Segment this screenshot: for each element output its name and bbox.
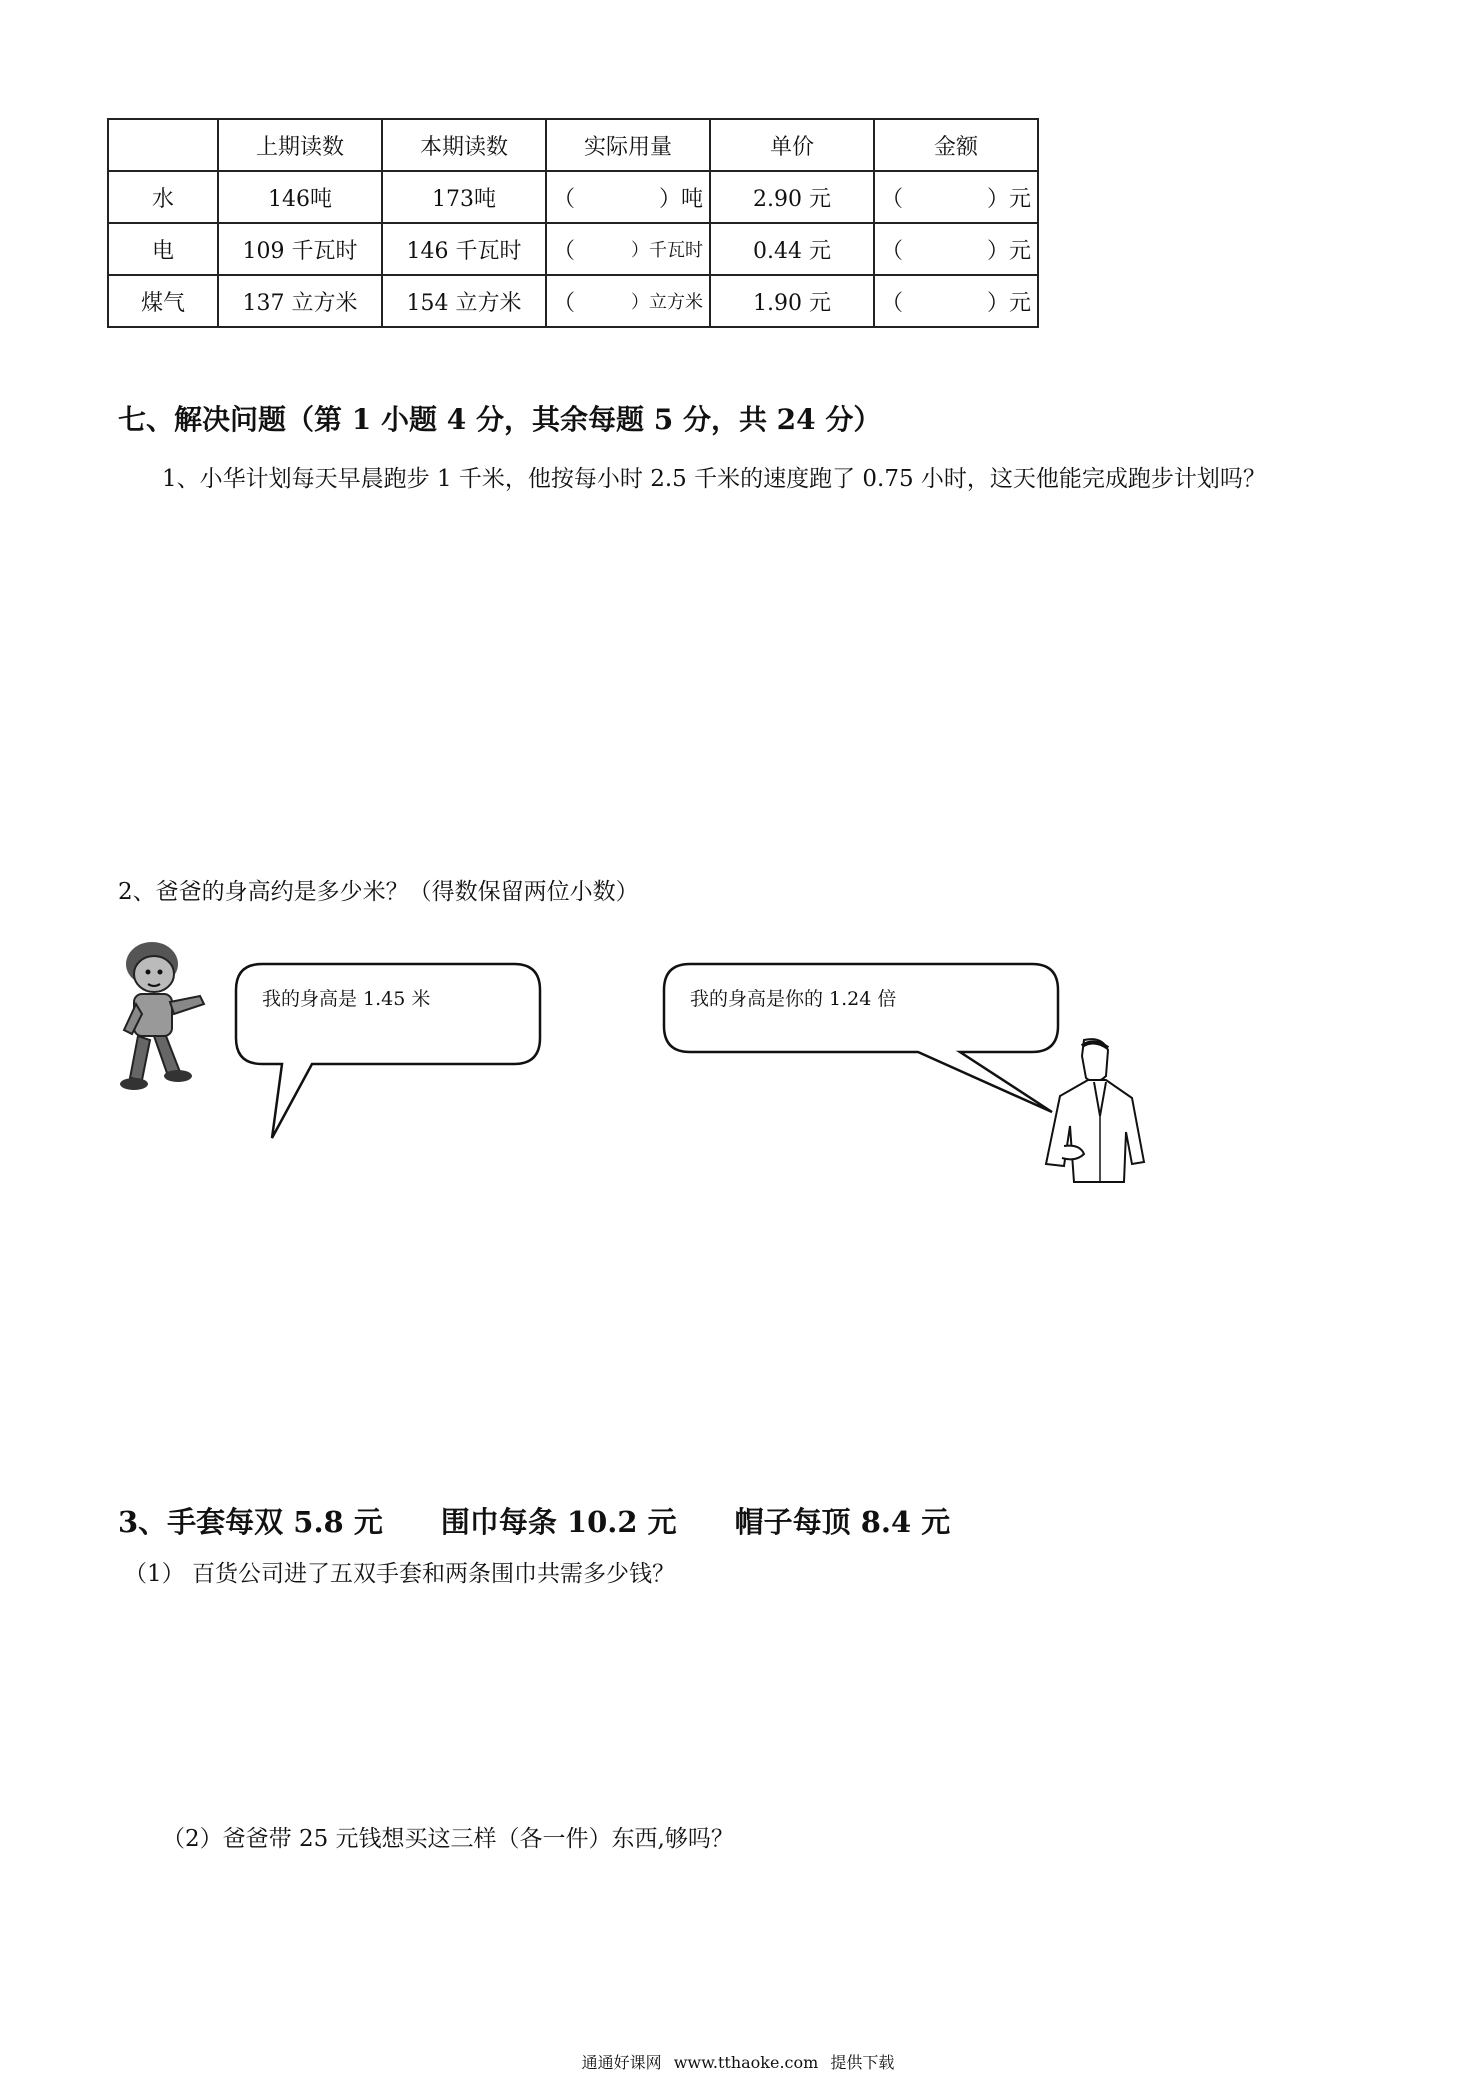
footer-url[interactable]: www.tthaoke.com <box>673 2053 819 2072</box>
amount-blank-cell <box>874 275 1038 327</box>
header-cell: 金额 <box>874 119 1038 171</box>
header-cell: 上期读数 <box>218 119 382 171</box>
item-cell: 水 <box>108 171 218 223</box>
item-cell: 煤气 <box>108 275 218 327</box>
usage-blank-cell <box>546 223 710 275</box>
previous-reading-cell: 146吨 <box>218 171 382 223</box>
blank-open: （ <box>553 238 576 264</box>
blank-open: （ <box>881 290 904 316</box>
question-3-part-1: （1） 百货公司进了五双手套和两条围巾共需多少钱？ <box>124 1561 675 1587</box>
bubble-child-text: 我的身高是 1.45 米 <box>262 988 431 1010</box>
price-cell: 0.44 元 <box>710 223 874 275</box>
q3-hat: 帽子每顶 8.4 元 <box>734 1505 951 1539</box>
q3-scarf: 围巾每条 10.2 元 <box>440 1505 677 1539</box>
usage-blank-cell <box>546 171 710 223</box>
question-2: 2、爸爸的身高约是多少米？（得数保留两位小数） <box>118 879 639 905</box>
previous-reading-cell: 109 千瓦时 <box>218 223 382 275</box>
section-title: 七、解决问题（第 1 小题 4 分，其余每题 5 分，共 24 分） <box>118 403 882 436</box>
blank-unit: ）元 <box>986 290 1031 316</box>
current-reading-cell: 173吨 <box>382 171 546 223</box>
bubble-father-text: 我的身高是你的 1.24 倍 <box>690 988 897 1010</box>
utility-usage-table <box>107 118 1039 328</box>
header-cell: 实际用量 <box>546 119 710 171</box>
table-row <box>108 171 1038 223</box>
header-cell <box>108 119 218 171</box>
q3-gloves: 3、手套每双 5.8 元 <box>118 1505 383 1539</box>
usage-blank-cell <box>546 275 710 327</box>
question-1: 1、小华计划每天早晨跑步 1 千米，他按每小时 2.5 千米的速度跑了 0.75 小时，这天他能完成跑步计划吗？ <box>162 466 1266 492</box>
blank-open: （ <box>881 238 904 264</box>
blank-unit: ）元 <box>986 186 1031 212</box>
amount-blank-cell <box>874 223 1038 275</box>
blank-open: （ <box>881 186 904 212</box>
table-row <box>108 275 1038 327</box>
question-3-part-2: （2）爸爸带 25 元钱想买这三样（各一件）东西,够吗？ <box>162 1826 734 1852</box>
price-cell: 2.90 元 <box>710 171 874 223</box>
blank-unit: ）吨 <box>658 186 703 212</box>
father-figure-icon <box>1040 1036 1150 1186</box>
blank-unit: ）元 <box>986 238 1031 264</box>
question-3-title <box>118 1500 1008 1541</box>
blank-unit: ）千瓦时 <box>631 240 703 261</box>
footer-site-name: 通通好课网 <box>581 2053 662 2072</box>
current-reading-cell: 146 千瓦时 <box>382 223 546 275</box>
blank-unit: ）立方米 <box>631 292 703 313</box>
footer-suffix: 提供下载 <box>830 2053 895 2072</box>
item-cell: 电 <box>108 223 218 275</box>
amount-blank-cell <box>874 171 1038 223</box>
price-cell: 1.90 元 <box>710 275 874 327</box>
header-cell: 本期读数 <box>382 119 546 171</box>
footer <box>0 2050 1476 2073</box>
child-figure-icon <box>104 936 214 1096</box>
current-reading-cell: 154 立方米 <box>382 275 546 327</box>
table-row <box>108 223 1038 275</box>
table-header-row <box>108 119 1038 171</box>
blank-open: （ <box>553 290 576 316</box>
header-cell: 单价 <box>710 119 874 171</box>
blank-open: （ <box>553 186 576 212</box>
previous-reading-cell: 137 立方米 <box>218 275 382 327</box>
